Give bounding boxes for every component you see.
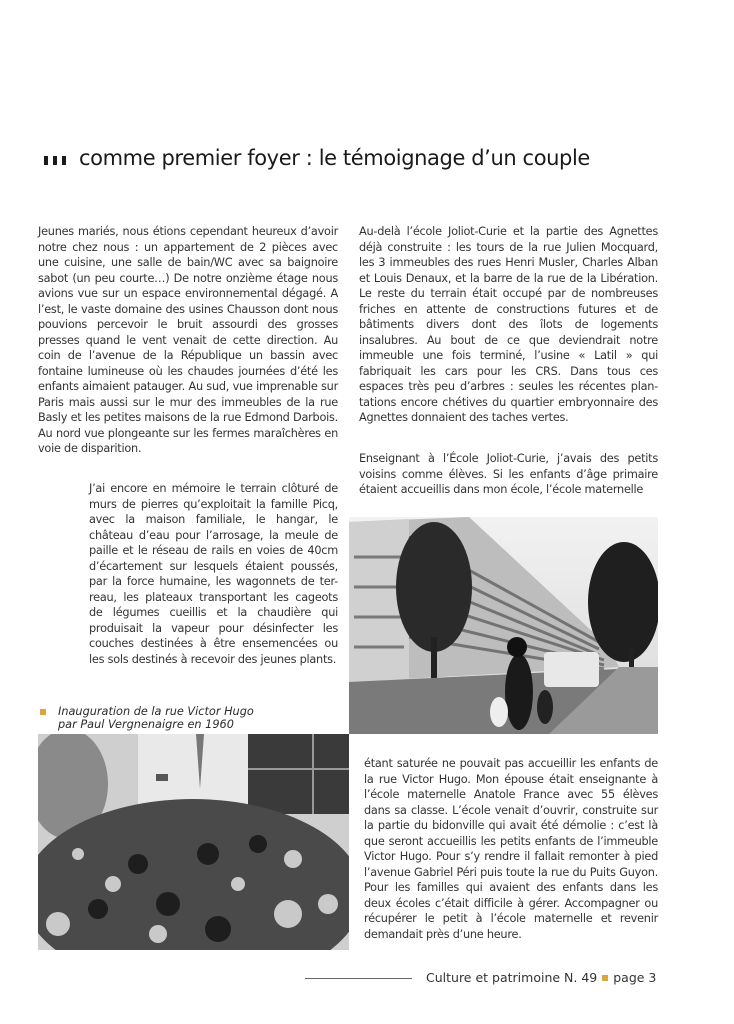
caption-line-2: par Paul Vergnenaigre en 1960 [58, 718, 234, 731]
caption-line-1: Inauguration de la rue Victor Hugo [58, 705, 254, 718]
footer-page-number: page 3 [613, 970, 657, 985]
page-footer [305, 970, 665, 990]
paragraph-kindergarten: étant saturée ne pouvait pas accueillir les enfants de la rue Victor Hugo. Mon épouse était enseignante à l’école maternelle Anatole France avec 55 élèves dans sa classe. L’école venait d’ouvrir, construite sur la partie du bidonville qui avait été démolie : c’est là que seront accueillis les petits enfants de l’immeuble Victor Hugo. Pour s’y rendre il fallait remonter à pied l’avenue Gabriel Péri puis toute la rue du Puits Guyon. Pour les familles qui avaient des enfants dans les deux écoles c’était difficile à gérer. Accompagner ou récupérer le petit à l’école maternelle et revenir demandait près d’une heure. [364, 757, 658, 941]
photo-caption [38, 705, 338, 731]
section-title [44, 146, 684, 170]
footer-bullet-icon [602, 975, 608, 981]
paragraph-picq-farm: J’ai encore en mémoire le terrain clôturé de murs de pierres qu’exploitait la famille Picq, avec la maison familiale, le hangar, le château d’eau pour l’arrosage, la meule de paille et le réseau de rails en voies de 40cm d’écartement sur lesquels étaient poussés, par la force humaine, les wagonnets de ter-reau, les plateaux transportant les cageots de légumes cueillis et la chaudière qui produisait la vapeur pour désinfecter les couches destinées à être ensemencées ou les sols destinés à recevoir des jeunes plants. [89, 482, 338, 666]
paragraph-beyond-school: Au-delà l’école Joliot-Curie et la partie des Agnettes déjà construite : les tours de la rue Julien Mocquard, les 3 immeubles des rues Henri Musler, Charles Alban et Louis Denaux, et la barre de la rue de la Libération. Le reste du terrain était occupé par de nombreuses friches en attente de constructions futures et de bâtiments divers dont des îlots de logements insalubres. Au bout de ce que deviendrait notre immeuble une fois terminé, l’usine « Latil » qui fabriquait les cars pour les CRS. Dans tous ces espaces très peu d’arbres : seules les récentes plan-tations encore chétives du quartier embryonnaire des Agnettes donnaient des taches vertes. [359, 225, 658, 424]
title-text: comme premier foyer : le témoignage d’un couple [79, 146, 590, 170]
title-marker-icon [44, 146, 71, 170]
paragraph-teaching: Enseignant à l’École Joliot-Curie, j’avais des petits voisins comme élèves. Si les enfants d’âge primaire étaient accueillis dans mon école, l’école maternelle [359, 452, 658, 496]
photo-apartment-building [349, 517, 658, 734]
footer-rule [305, 978, 412, 979]
footer-text [426, 970, 656, 985]
photo-inauguration-crowd [38, 734, 349, 950]
footer-publication: Culture et patrimoine N. 49 [426, 970, 598, 985]
paragraph-new-home: Jeunes mariés, nous étions cependant heureux d’avoir notre chez nous : un appartement de 2 pièces avec une cuisine, une salle de bain/WC avec sa baignoire sabot (un peu courte…) De notre onzième étage nous avions vue sur un espace environnemental dégagé. A l’est, le vaste domaine des usines Chausson dont nous pouvions percevoir le bruit assourdi des grosses presses quand le vent venait de cette direction. Au coin de l’avenue de la République un bassin avec fontaine lumineuse où les chaudes journées d’été les enfants aimaient patauger. Au sud, vue imprenable sur Paris mais aussi sur le mur des immeubles de la rue Basly et les petites maisons de la rue Edmond Darbois. Au nord vue plongeante sur les fermes maraîchères en voie de disparition. [38, 225, 338, 455]
caption-bullet-icon [40, 709, 46, 715]
